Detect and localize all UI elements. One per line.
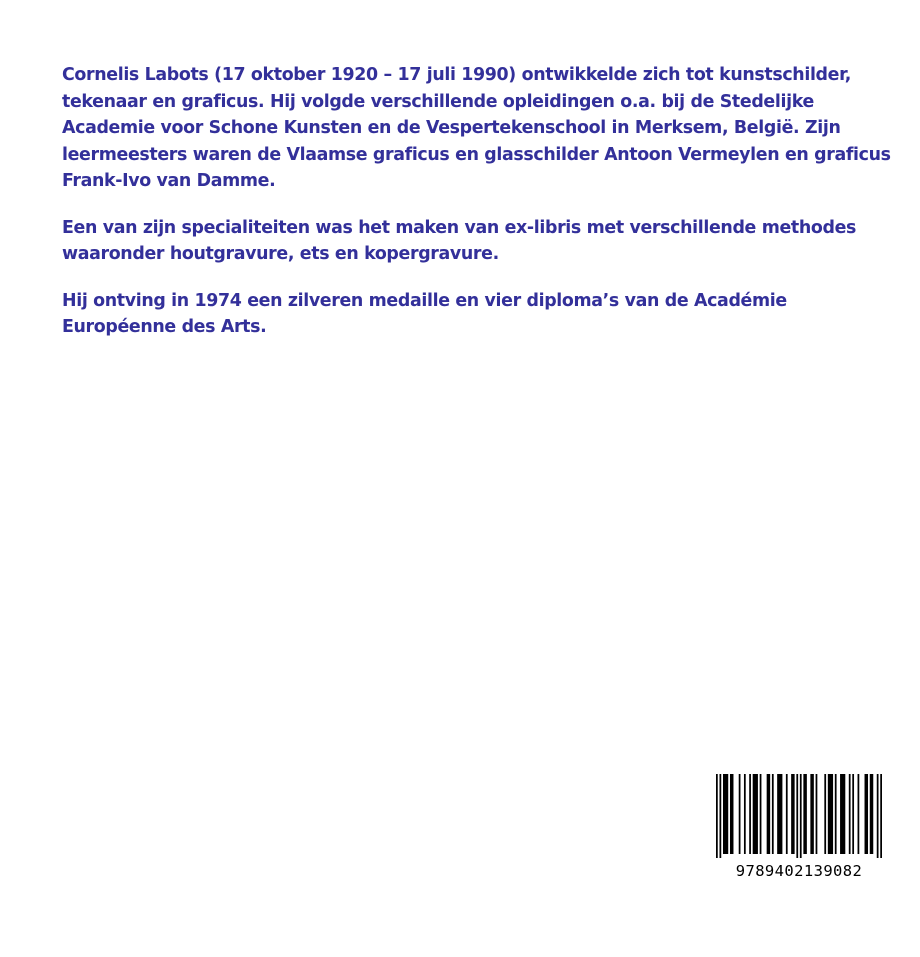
barcode-bar: [877, 774, 879, 858]
barcode-bar: [816, 774, 818, 854]
barcode-bars: [716, 774, 882, 858]
barcode-bar: [852, 774, 854, 854]
barcode-bar: [824, 774, 826, 854]
barcode-bar: [760, 774, 762, 854]
barcode-bar: [803, 774, 806, 854]
barcode-bar: [828, 774, 833, 854]
barcode-bar: [835, 774, 837, 854]
biography-paragraph-3: Hij ontving in 1974 een zilveren medaille en vier diploma’s van de Académie Européenne des Arts.: [62, 290, 787, 337]
isbn-number: 9789402139082: [735, 862, 863, 880]
barcode-bar: [791, 774, 794, 854]
barcode-bar: [730, 774, 733, 854]
barcode-bar: [767, 774, 770, 854]
biography-paragraph-2: Een van zijn specialiteiten was het maken van ex-libris met verschillende methodes waaronder houtgravure, ets en kopergravure.: [62, 217, 857, 264]
barcode-bar: [880, 774, 882, 858]
barcode-bar: [739, 774, 741, 854]
barcode-bar: [786, 774, 788, 854]
barcode-bar: [716, 774, 718, 858]
barcode-bar: [723, 774, 728, 854]
barcode-bar: [796, 774, 798, 858]
barcode-bar: [772, 774, 774, 854]
biography-text: [62, 62, 902, 361]
biography-paragraph-1: Cornelis Labots (17 oktober 1920 – 17 juli 1990) ontwikkelde zich tot kunstschilder, tekenaar en graficus. Hij volgde verschillende opleidingen o.a. bij de Stedelijke Academie voor Schone Kunsten en de Vespertekenschool in Merksem, België. Zijn leermeesters waren de Vlaamse graficus en glasschilder Antoon Vermeylen en graficus Frank-Ivo van Damme.: [62, 65, 891, 191]
barcode-bar: [849, 774, 851, 854]
barcode-bar: [810, 774, 813, 854]
barcode-bar: [753, 774, 758, 854]
barcode-bar: [858, 774, 860, 854]
barcode-bar: [749, 774, 751, 854]
barcode-bar: [870, 774, 873, 854]
barcode-bar: [865, 774, 868, 854]
barcode-bar: [800, 774, 802, 858]
barcode-bar: [777, 774, 782, 854]
barcode-bar: [744, 774, 746, 854]
barcode-bar: [840, 774, 845, 854]
barcode-bar: [719, 774, 721, 858]
